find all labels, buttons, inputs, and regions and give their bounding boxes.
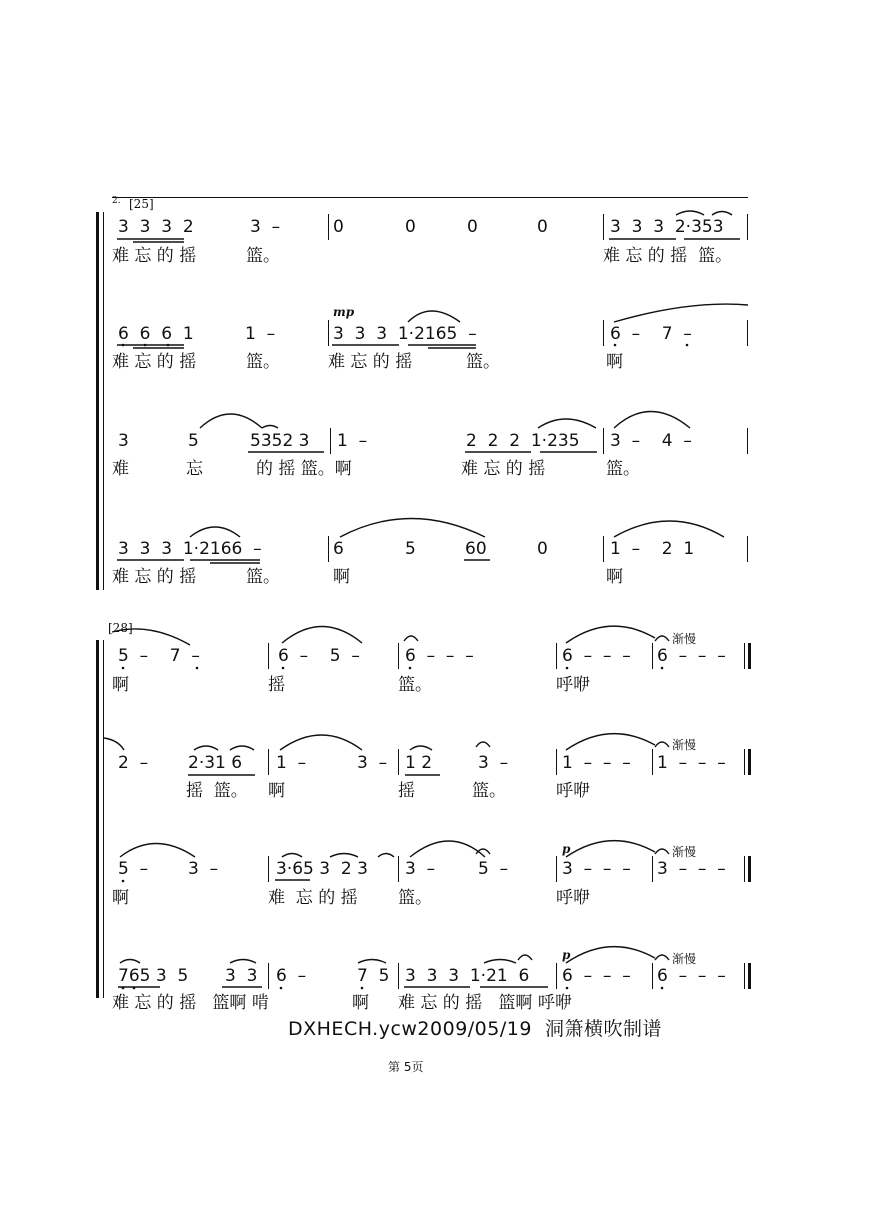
note-group: 60	[465, 539, 487, 559]
note-group: 1 2	[405, 753, 433, 773]
lyric: 摇	[398, 781, 415, 801]
lyric: 呼咿	[556, 781, 590, 801]
slur	[262, 426, 278, 429]
lyric: 摇	[268, 675, 285, 695]
slur	[712, 212, 732, 216]
note-group: 765 3 5	[118, 966, 189, 986]
lyric: 难 忘 的 摇	[328, 352, 413, 372]
slur	[120, 844, 195, 858]
slur	[282, 854, 302, 858]
note-group: 7 5	[357, 966, 390, 986]
note-group: 1 – 2 1	[610, 539, 695, 559]
note-group: 1 – – –	[657, 753, 726, 773]
slur	[330, 854, 358, 858]
slur	[676, 211, 704, 215]
slur	[614, 412, 690, 429]
note-group: 6 – – –	[562, 646, 631, 666]
slur	[200, 414, 262, 428]
lyric: 呼咿	[556, 675, 590, 695]
note-group: 3 –	[478, 753, 509, 773]
note-group: 2 –	[118, 753, 149, 773]
note-group: 6	[333, 539, 344, 559]
octave-dot	[167, 344, 170, 347]
note-group: 3 –	[357, 753, 388, 773]
note-group: 3 – 4 –	[610, 431, 692, 451]
slur	[410, 841, 485, 857]
note-group: 2·31 6	[188, 753, 243, 773]
lyric: 篮。	[606, 459, 640, 479]
slur	[614, 521, 724, 537]
note-group: 1 – – –	[562, 753, 631, 773]
note-group: 5352 3	[250, 431, 310, 451]
note-group: 3 3 3 1·2165 –	[333, 324, 477, 344]
note-group: 3 –	[250, 217, 281, 237]
lyric: 难	[112, 459, 129, 479]
slur	[566, 734, 655, 750]
slur	[566, 841, 655, 857]
lyric: 摇 篮。	[186, 781, 248, 801]
slur	[378, 854, 394, 858]
slur	[408, 311, 460, 322]
octave-dot	[614, 344, 617, 347]
note-group: 3 3 3 2	[118, 217, 194, 237]
fermata	[655, 849, 669, 854]
lyric: 啊	[606, 352, 623, 372]
note-group: 0	[333, 217, 344, 237]
lyric: 难 忘 的 摇	[461, 459, 546, 479]
lyric: 篮。	[398, 888, 432, 908]
note-group: 1 –	[245, 324, 276, 344]
lyric: 篮。	[466, 352, 500, 372]
octave-dot	[144, 344, 147, 347]
note-group: 0	[537, 539, 548, 559]
octave-dot	[282, 667, 285, 670]
note-group: 3 – – –	[657, 859, 726, 879]
lyric: 篮。	[246, 352, 280, 372]
lyric: 啊	[352, 993, 369, 1013]
note-group: 3 3 3 1·21 6	[405, 966, 530, 986]
octave-dot	[196, 667, 199, 670]
lyric: 啊	[606, 567, 623, 587]
dynamic-mark: mp	[333, 305, 355, 319]
slur	[614, 304, 748, 322]
note-group: 6 – 7 –	[610, 324, 692, 344]
lyric: 忘	[186, 459, 203, 479]
octave-dot	[686, 344, 689, 347]
slur	[230, 746, 254, 750]
tempo-mark: 渐慢	[672, 632, 697, 646]
note-group: 6 – – –	[562, 966, 631, 986]
octave-dot	[122, 880, 125, 883]
lyric: 难 忘 的 摇	[268, 888, 358, 908]
note-group: 3 3	[225, 966, 258, 986]
lyric: 呼咿	[556, 888, 590, 908]
lyric: 难 忘 的 摇 篮啊 呼咿	[398, 993, 572, 1013]
note-group: 3 –	[405, 859, 436, 879]
fermata	[655, 742, 669, 747]
note-group: 5	[405, 539, 416, 559]
lyric: 篮。	[472, 781, 506, 801]
tempo-mark: 渐慢	[672, 952, 697, 966]
note-group: 6 – – –	[657, 646, 726, 666]
note-group: 5 –	[118, 859, 149, 879]
measure-number-28: [28]	[108, 621, 133, 635]
note-group: 5 –	[478, 859, 509, 879]
slur	[358, 960, 386, 964]
slur	[410, 746, 432, 750]
note-group: 1 –	[337, 431, 368, 451]
fermata	[476, 849, 490, 854]
note-group: 0	[405, 217, 416, 237]
tempo-mark: 渐慢	[672, 845, 697, 859]
note-group: 2 2 2 1·235	[466, 431, 580, 451]
dynamic-mark: p	[562, 948, 571, 962]
slur	[566, 947, 655, 963]
note-group: 5	[188, 431, 199, 451]
lyric: 难 忘 的 摇 篮啊 啃	[112, 993, 269, 1013]
note-group: 6 – 5 –	[278, 646, 360, 666]
slur	[104, 738, 124, 750]
note-group: 6 –	[276, 966, 307, 986]
lyric: 啊	[333, 567, 350, 587]
octave-dot	[409, 667, 412, 670]
octave-dot	[133, 987, 136, 990]
dynamic-mark: p	[562, 842, 571, 856]
note-group: 3 3 3 2·353	[610, 217, 724, 237]
slur	[282, 627, 362, 644]
lyric: 啊	[112, 888, 129, 908]
lyric: 难 忘 的 摇	[112, 567, 197, 587]
note-group: 0	[537, 217, 548, 237]
octave-dot	[661, 987, 664, 990]
octave-dot	[361, 987, 364, 990]
lyric: 难 忘 的 摇 篮。	[603, 246, 733, 266]
note-group: 5 – 7 –	[118, 646, 200, 666]
lyric: 啊	[268, 781, 285, 801]
volta-label: 2.	[112, 196, 121, 206]
octave-dot	[122, 667, 125, 670]
lyric: 的 摇 篮。啊	[256, 459, 352, 479]
fermata	[476, 742, 490, 747]
note-group: 6 6 6 1	[118, 324, 194, 344]
note-group: 3 –	[188, 859, 219, 879]
lyric: 篮。	[246, 567, 280, 587]
score-signature: DXHECH.ycw2009/05/19 洞箫横吹制谱	[288, 1018, 663, 1040]
note-group: 3·65 3 2 3	[276, 859, 368, 879]
note-group: 3 – – –	[562, 859, 631, 879]
fermata	[518, 955, 532, 960]
slur	[112, 629, 190, 645]
page-number: 第 5页	[388, 1060, 424, 1074]
fermata	[655, 636, 669, 641]
fermata	[655, 955, 669, 960]
lyric: 难 忘 的 摇	[112, 352, 197, 372]
octave-dot	[566, 667, 569, 670]
note-group: 3	[118, 431, 129, 451]
lyric: 篮。	[398, 675, 432, 695]
note-group: 3 3 3 1·2166 –	[118, 539, 262, 559]
note-group: 0	[467, 217, 478, 237]
lyric: 难 忘 的 摇	[112, 246, 197, 266]
slur	[120, 960, 140, 964]
slur	[538, 419, 596, 428]
slur	[484, 960, 516, 964]
note-group: 6 – – –	[405, 646, 474, 666]
octave-dot	[122, 987, 125, 990]
note-group: 6 – – –	[657, 966, 726, 986]
tempo-mark: 渐慢	[672, 738, 697, 752]
slur	[230, 960, 256, 964]
slur	[566, 626, 655, 643]
octave-dot	[661, 667, 664, 670]
slur	[190, 527, 240, 537]
slur	[340, 519, 485, 538]
lyric: 啊	[112, 675, 129, 695]
octave-dot	[122, 344, 125, 347]
slur	[280, 735, 362, 750]
slur	[194, 746, 218, 750]
octave-dot	[280, 987, 283, 990]
measure-number-25: [25]	[129, 197, 154, 211]
note-group: 1 –	[276, 753, 307, 773]
fermata	[404, 636, 418, 641]
octave-dot	[566, 987, 569, 990]
lyric: 篮。	[246, 246, 280, 266]
